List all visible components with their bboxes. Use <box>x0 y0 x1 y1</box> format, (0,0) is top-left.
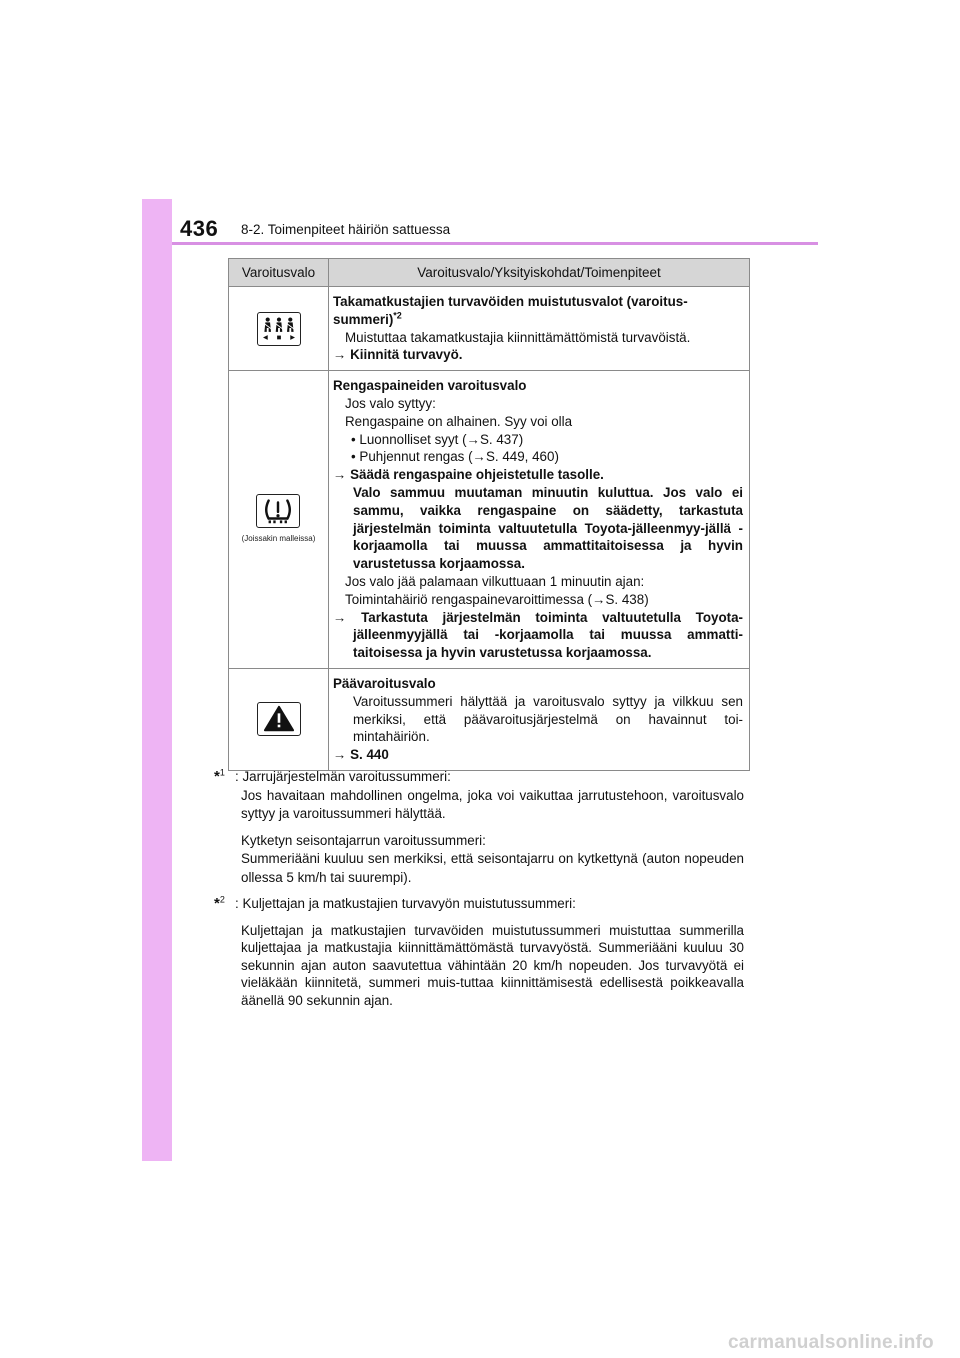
row-text: Rengaspaine on alhainen. Syy voi olla <box>345 413 573 429</box>
row-action: → S. 440 <box>333 747 389 763</box>
master-warning-icon <box>257 702 301 736</box>
footnote-1-text: Jos havaitaan mahdollinen ongelma, joka voi vaikuttaa jarrutustehoon, varoitusvalo syttyy ja varoitussummeri hälyttää. <box>241 787 744 821</box>
row-text: Toimintahäiriö rengaspainevaroittimessa (→S. 438) <box>345 591 649 607</box>
chapter-tab-strip <box>142 199 172 1161</box>
list-item: • Puhjennut rengas (→S. 449, 460) <box>351 449 559 465</box>
footnote-2-heading: *$^2$ : Kuljettajan ja matkustajien turvavyön muistutussummeri: <box>214 894 576 912</box>
icon-cell <box>229 287 329 371</box>
row-action: → Säädä rengaspaine ohjeistetulle tasolle. <box>333 467 604 483</box>
row-title: Rengaspaineiden varoitusvalo <box>333 378 527 394</box>
watermark: carmanualsonline.info <box>728 1332 934 1353</box>
row-text: Jos valo syttyy: <box>345 395 436 411</box>
icon-cell <box>229 371 329 669</box>
column-header-details: Varoitusvalo/Yksityiskohdat/Toimenpiteet <box>329 259 750 287</box>
rear-seatbelt-reminder-icon <box>257 312 301 346</box>
row-text: Muistuttaa takamatkustajia kiinnittämättömistä turvavöistä. <box>345 329 691 345</box>
warning-lights-table <box>228 258 750 771</box>
list-item: • Luonnolliset syyt (→S. 437) <box>351 431 524 447</box>
row-text: Valo sammuu muutaman minuutin kuluttua. Jos valo ei sammu, vaikka rengaspaine on säädetty, tarkastuta järjestelmän toiminta valtuutetulla Toyota-jälleenmyy-jällä -korjaamolla tai muussa ammattitaitoisessa ja hyvin varustetussa korjaamossa. <box>353 484 743 572</box>
column-header-light: Varoitusvalo <box>229 259 329 287</box>
icon-note: (Joissakin malleissa) <box>241 533 316 543</box>
footnote-2-text: Kuljettajan ja matkustajien turvavöiden muistutussummeri muistuttaa summerilla kuljettajaa ja matkustajia kiinnittämättömästä turvavyöstä. Summeriääni kuuluu 30 sekunnin ajan auton saavutettua vähintään 20 km/h nopeuden. Jos turvavyötä ei vieläkään kiinnitetä, summeri muis-tuttaa kiinnittämisestä edellisestä poikkeavalla äänellä 90 sekunnin ajan. <box>241 922 744 1008</box>
section-title: 8-2. Toimenpiteet häiriön sattuessa <box>241 222 451 237</box>
row-title: Päävaroitusvalo <box>333 675 436 691</box>
icon-cell <box>229 668 329 770</box>
header-rule <box>172 242 818 245</box>
row-action: → Kiinnitä turvavyö. <box>333 347 463 363</box>
table-header-row <box>229 259 750 287</box>
row-action: → Tarkastuta järjestelmän toiminta valtuutetulla Toyota-jälleenmyyjällä tai -korjaamolla tai muussa ammatti-taitoisessa ja hyvin varustetussa korjaamossa. <box>333 609 743 661</box>
details-cell <box>329 668 750 770</box>
table-row <box>229 668 750 770</box>
details-cell <box>329 371 750 669</box>
row-text: Varoitussummeri hälyttää ja varoitusvalo syttyy ja vilkkuu sen merkiksi, että päävaroitusjärjestelmä on havainnut toi-mintahäiriön. <box>353 693 743 745</box>
row-text: Jos valo jää palamaan vilkuttuaan 1 minuutin ajan: <box>345 573 645 589</box>
row-title: Takamatkustajien turvavöiden muistutusvalot (varoitus- summeri)$^{*2}$ <box>333 294 688 327</box>
table-row <box>229 371 750 669</box>
page-number: 436 <box>180 216 219 241</box>
footnote-1-heading: *$^1$ : Jarrujärjestelmän varoitussummeri: <box>214 767 451 785</box>
footnotes <box>214 768 744 1009</box>
footnote-1-text: Kytketyn seisontajarrun varoitussummeri: <box>241 832 486 848</box>
footnote-1-text: Summeriääni kuuluu sen merkiksi, että seisontajarru on kytkettynä (auton nopeuden ollessa 5 km/h tai suurempi). <box>241 851 744 885</box>
details-cell <box>329 287 750 371</box>
tire-pressure-warning-icon <box>256 494 300 528</box>
table-row <box>229 287 750 371</box>
